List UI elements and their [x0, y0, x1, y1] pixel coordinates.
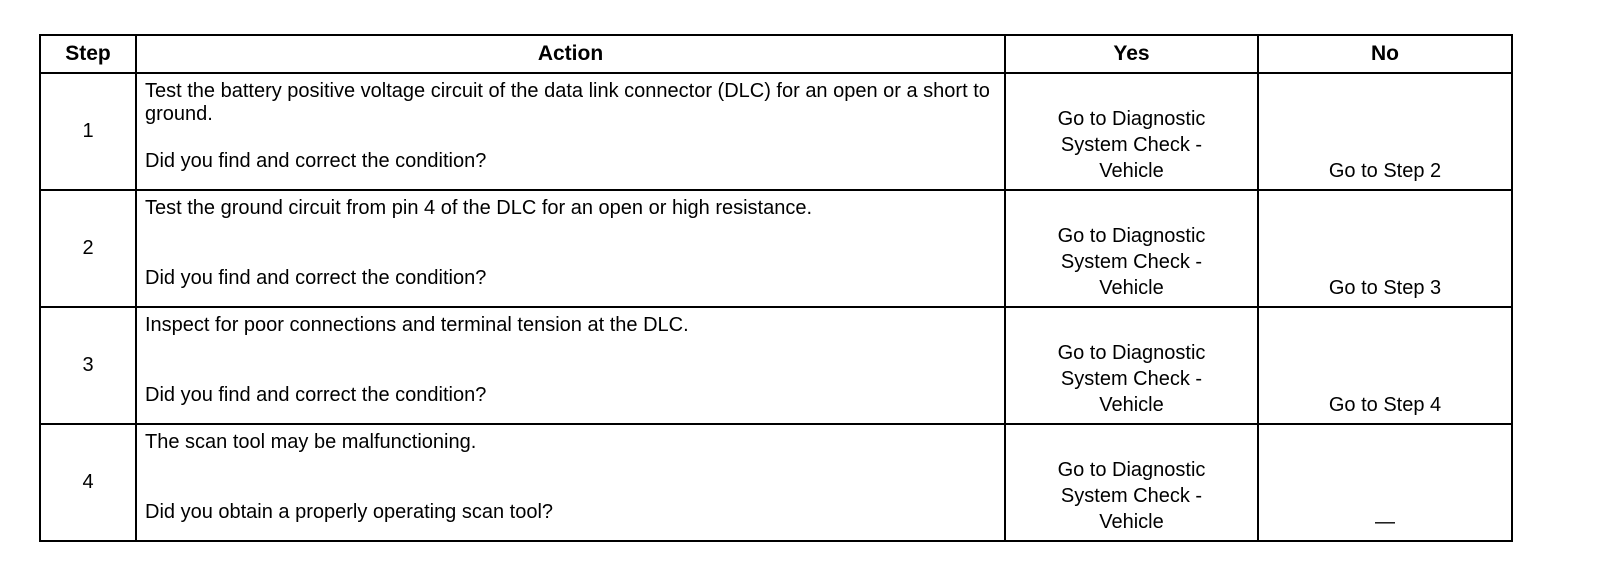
header-action: Action	[136, 35, 1005, 73]
no-cell: —	[1258, 424, 1512, 541]
action-text: Inspect for poor connections and terminal tension at the DLC.	[145, 314, 689, 336]
action-text: Test the ground circuit from pin 4 of the DLC for an open or high resistance.	[145, 197, 813, 219]
action-cell	[136, 307, 1005, 424]
action-question: Did you find and correct the condition?	[145, 384, 487, 406]
table-row	[40, 73, 1512, 190]
diagnostic-table	[39, 34, 1513, 542]
action-question: Did you find and correct the condition?	[145, 267, 487, 289]
action-cell	[136, 73, 1005, 190]
yes-text: Go to Diagnostic System Check - Vehicle	[1057, 342, 1206, 416]
action-question: Did you obtain a properly operating scan tool?	[145, 501, 554, 523]
action-cell	[136, 190, 1005, 307]
step-number: 4	[40, 424, 136, 541]
yes-cell	[1005, 424, 1258, 541]
no-cell: Go to Step 4	[1258, 307, 1512, 424]
header-no: No	[1258, 35, 1512, 73]
step-number: 1	[40, 73, 136, 190]
action-text: The scan tool may be malfunctioning.	[145, 431, 477, 453]
header-step: Step	[40, 35, 136, 73]
yes-cell	[1005, 307, 1258, 424]
action-question: Did you find and correct the condition?	[145, 150, 487, 172]
header-yes: Yes	[1005, 35, 1258, 73]
yes-cell	[1005, 190, 1258, 307]
yes-text: Go to Diagnostic System Check - Vehicle	[1057, 225, 1206, 299]
no-cell: Go to Step 2	[1258, 73, 1512, 190]
yes-cell	[1005, 73, 1258, 190]
table-row	[40, 190, 1512, 307]
action-cell	[136, 424, 1005, 541]
yes-text: Go to Diagnostic System Check - Vehicle	[1057, 459, 1206, 533]
yes-text: Go to Diagnostic System Check - Vehicle	[1057, 108, 1206, 182]
step-number: 3	[40, 307, 136, 424]
step-number: 2	[40, 190, 136, 307]
table-row	[40, 307, 1512, 424]
table-row	[40, 424, 1512, 541]
no-cell: Go to Step 3	[1258, 190, 1512, 307]
table-header-row	[40, 35, 1512, 73]
action-text: Test the battery positive voltage circuit of the data link connector (DLC) for an open or a short to ground.	[145, 80, 990, 125]
